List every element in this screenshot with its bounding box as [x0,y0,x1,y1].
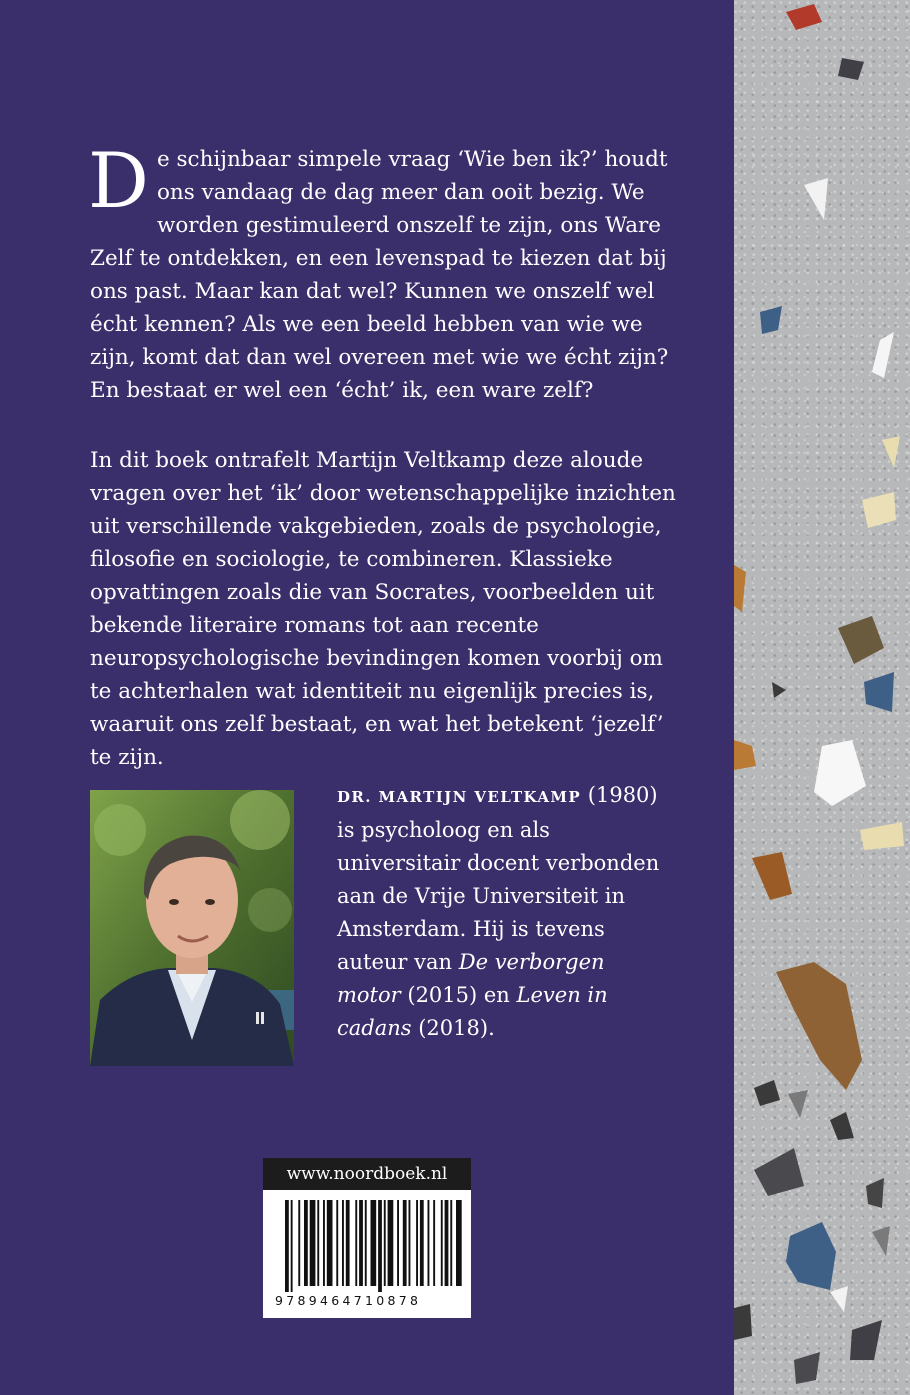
barcode-bar [327,1200,333,1286]
author-portrait-illustration [90,790,294,1066]
barcode-bar [317,1200,319,1286]
barcode-bar [428,1200,430,1286]
book-title-2: Leven in cadans [337,983,608,1040]
blurb-paragraph-1-text: e schijnbaar simpele vraag ‘Wie ben ik?’ houdt ons vandaag de dag meer dan ooit bezig. We worden gestimuleerd onszelf te zijn, ons Ware Zelf te ontdekken, en een levenspad te kiezen dat bij ons past. Maar kan dat wel? Kunnen we onszelf wel écht kennen? Als we een beeld hebben van wie we zijn, komt dat dan wel overeen met wie we écht zijn? En bestaat er wel een ‘écht’ ik, een ware zelf? [90,147,669,403]
publisher-url: www.noordboek.nl [263,1158,471,1190]
barcode-bar [433,1200,435,1286]
barcode-bar [323,1200,325,1286]
author-bio [337,779,667,1045]
barcode-bar [456,1200,462,1286]
book-year-2: (2018). [418,1016,495,1040]
blurb-paragraph-1 [88,136,690,407]
barcode-box [263,1158,471,1318]
blurb-paragraph-2-text: In dit boek ontrafelt Martijn Veltkamp deze aloude vragen over het ‘ik’ door wetenschappelijke inzichten uit verschillende vakgebieden, zoals de psychologie, filosofie en sociologie, te combineren. Klassieke opvattingen zoals die van Socrates, voorbeelden uit bekende literaire romans tot aan recente neuropsychologische bevindingen komen voorbij om te achterhalen wat identiteit nu eigenlijk precies is, waaruit ons zelf bestaat, en wat het betekent ‘jezelf’ te zijn. [90,448,676,770]
blurb-paragraph-2 [90,444,690,774]
author-name: DR. MARTIJN VELTKAMP [337,788,582,806]
barcode-bar [359,1200,363,1286]
barcode-bar [310,1200,316,1286]
barcode-bar [397,1200,399,1286]
barcode-bar [342,1200,344,1286]
drop-cap: D [88,136,149,225]
barcode-bar [365,1200,367,1286]
barcode-bar [441,1200,443,1286]
barcode-bar [304,1200,308,1286]
barcode-bar [298,1200,300,1286]
barcode-bar [450,1200,452,1286]
barcode-bar [445,1200,449,1286]
barcode-bar [403,1200,407,1286]
author-bio-text: is psycholoog en als universitair docent verbonden aan de Vrije Universiteit in Amsterdam. Hij is tevens auteur van [337,818,660,974]
book-title-1: De verborgen motor [337,950,605,1007]
barcode-bar [346,1200,350,1286]
barcode-bar [384,1200,386,1286]
barcode-bar [420,1200,424,1286]
terrazzo-pattern-strip [734,0,910,1395]
barcode-bar [378,1200,382,1292]
book-year-1: (2015) en [407,983,510,1007]
terrazzo-chips [734,0,910,1395]
barcode-bar [371,1200,377,1286]
isbn-number: 9789464710878 [275,1293,422,1308]
barcode-bar [285,1200,289,1292]
author-birth-year: (1980) [587,783,658,807]
author-photo [90,790,294,1066]
barcode-bar [409,1200,411,1286]
barcode-bar [336,1200,338,1286]
barcode-bar [355,1200,357,1286]
barcode-bar [388,1200,394,1286]
barcode-bar [416,1200,418,1286]
barcode-bar [291,1200,293,1292]
